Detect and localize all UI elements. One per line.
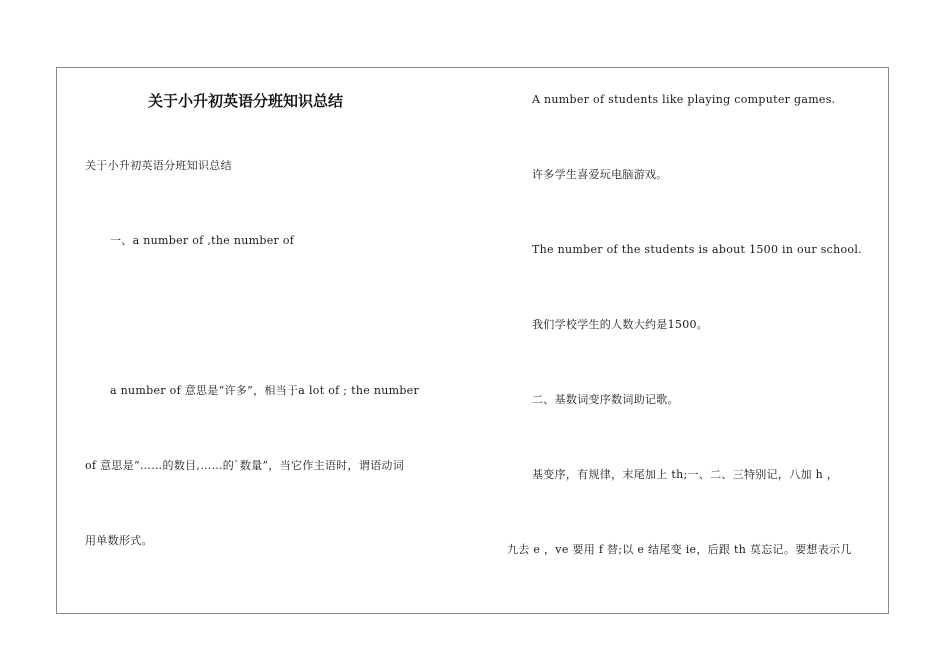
rhyme-line-1: 基变序，有规律，末尾加上 th;一、二、三特别记，八加 h ， xyxy=(532,468,839,481)
page-frame xyxy=(56,67,889,614)
paragraph-line-2: of 意思是“……的数目,……的`数量”，当它作主语时，谓语动词 xyxy=(85,459,405,472)
example-chinese-1: 许多学生喜爱玩电脑游戏。 xyxy=(532,168,668,181)
paragraph-line-3: 用单数形式。 xyxy=(85,534,153,547)
section-two-heading: 二、基数词变序数词助记歌。 xyxy=(532,393,679,406)
section-one-heading: 一、a number of ,the number of xyxy=(110,234,295,247)
example-english-2: The number of the students is about 1500 in our school. xyxy=(532,243,862,256)
paragraph-line-1: a number of 意思是“许多”，相当于a lot of ; the number xyxy=(110,384,420,397)
example-chinese-2: 我们学校学生的人数大约是1500。 xyxy=(532,318,709,331)
rhyme-line-2: 九去 e ，ve 要用 f 替;以 e 结尾变 ie，后跟 th 莫忘记。要想表示几 xyxy=(507,543,852,556)
example-english-1: A number of students like playing computer games. xyxy=(532,93,836,106)
document-title: 关于小升初英语分班知识总结 xyxy=(148,92,344,110)
subtitle-text: 关于小升初英语分班知识总结 xyxy=(85,159,232,172)
